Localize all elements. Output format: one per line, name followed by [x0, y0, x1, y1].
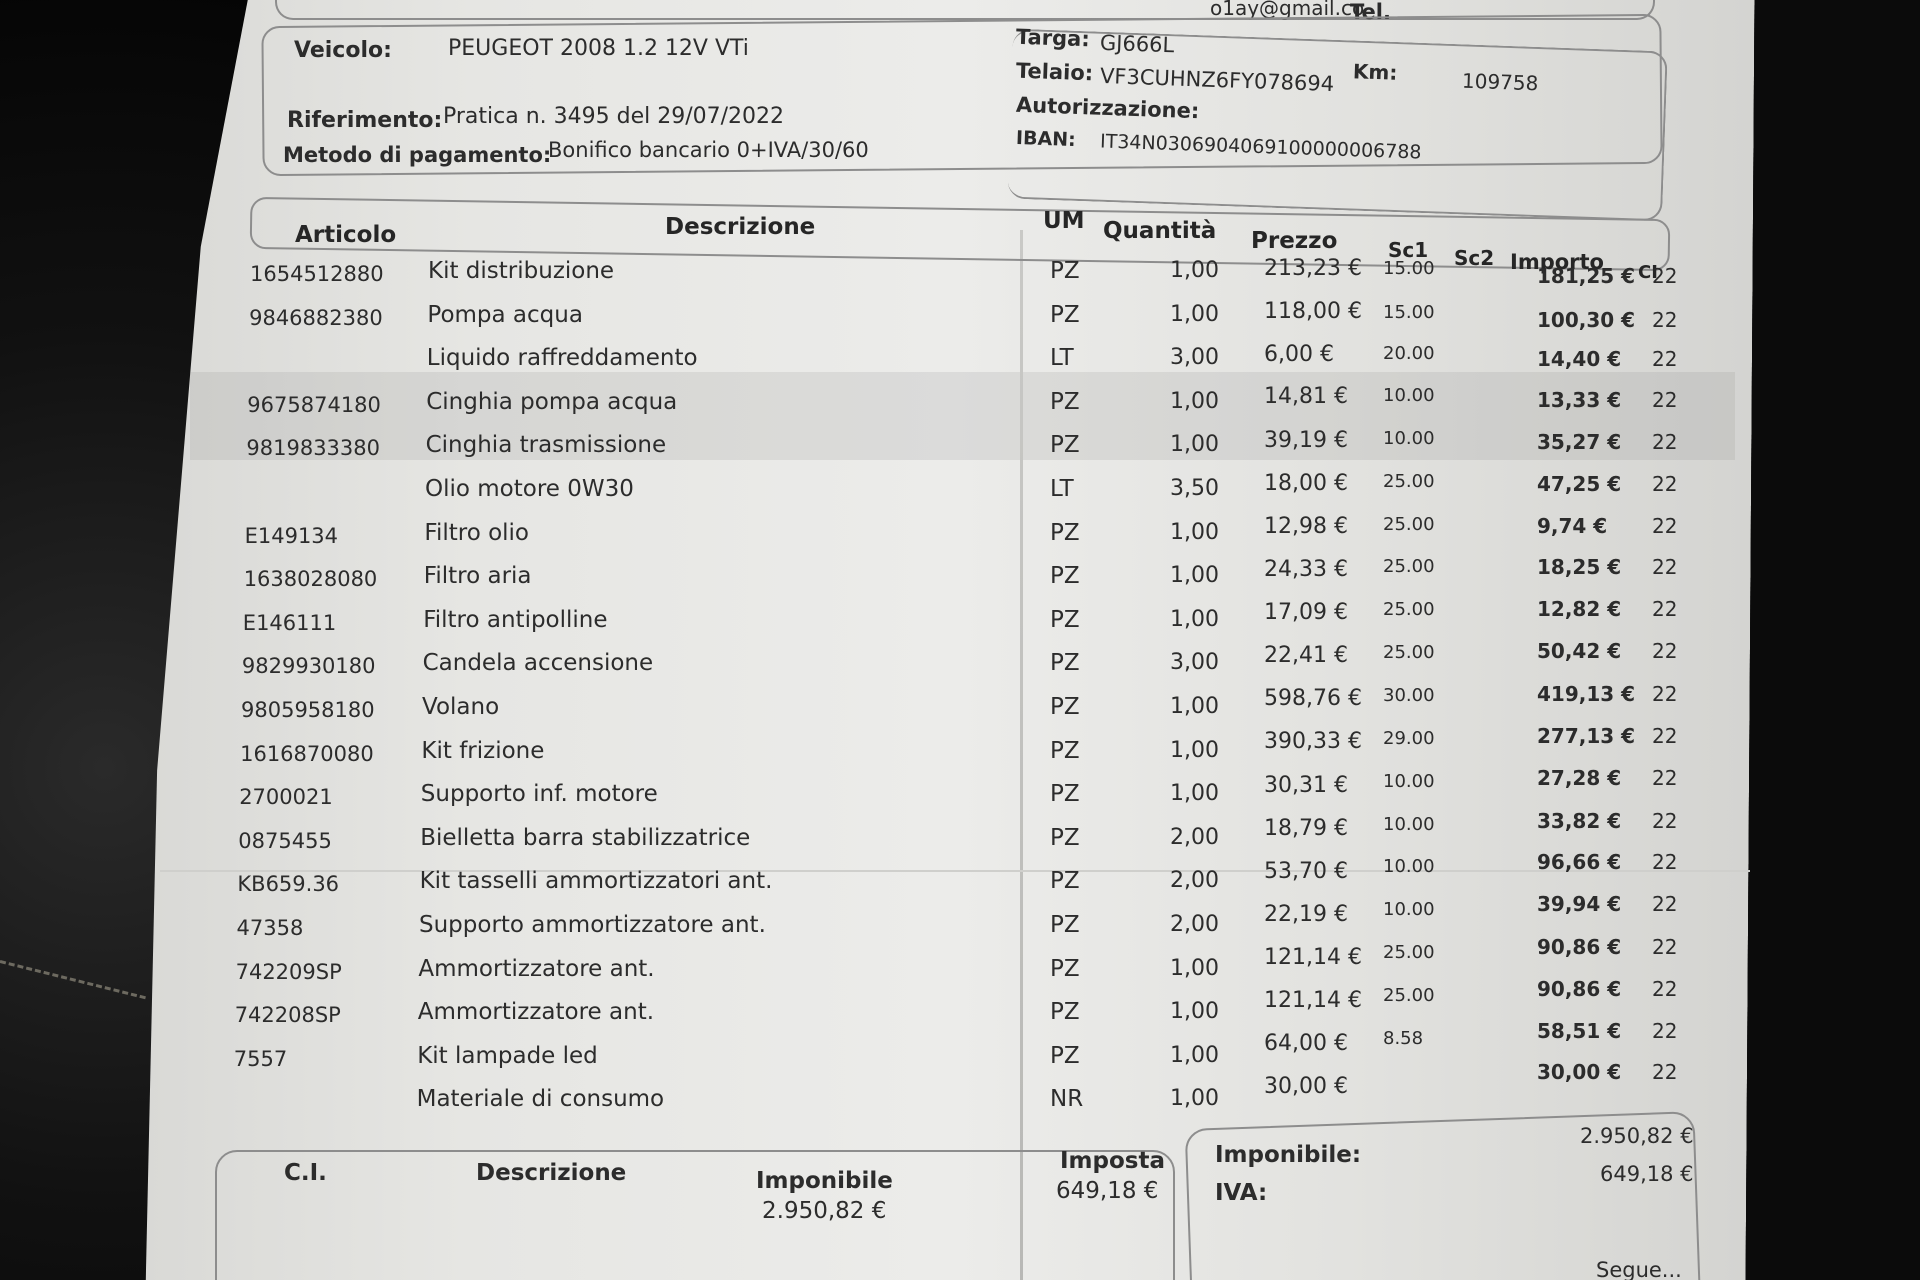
- cell-articolo: 742208SP: [234, 1003, 341, 1028]
- col-articolo: Articolo: [295, 222, 397, 248]
- cell-descrizione: Ammortizzatore ant.: [417, 999, 655, 1026]
- col-ci: CI: [1638, 262, 1658, 283]
- autorizzazione-label: Autorizzazione:: [1015, 92, 1200, 124]
- cell-descrizione: Olio motore 0W30: [425, 476, 634, 502]
- cell-sc1: 25.00: [1383, 985, 1435, 1007]
- cell-um: PZ: [1050, 1042, 1080, 1069]
- table-row: [0, 427, 1920, 472]
- cell-ci: 22: [1652, 808, 1678, 833]
- cell-importo: 14,40 €: [1537, 347, 1622, 372]
- cell-descrizione: Volano: [422, 694, 500, 720]
- cell-importo: 100,30 €: [1537, 307, 1636, 332]
- cell-articolo: 9829930180: [241, 654, 376, 679]
- cell-descrizione: Materiale di consumo: [416, 1086, 665, 1113]
- cell-ci: 22: [1652, 723, 1678, 748]
- col-descrizione: Descrizione: [665, 214, 816, 240]
- col-prezzo: Prezzo: [1251, 228, 1338, 254]
- cell-sc1: 15.00: [1383, 258, 1435, 279]
- cell-ci: 22: [1652, 387, 1678, 412]
- cell-descrizione: Kit lampade led: [417, 1042, 598, 1069]
- cell-ci: 22: [1652, 977, 1678, 1002]
- cell-sc1: 8.58: [1383, 1027, 1424, 1049]
- cell-prezzo: 6,00 €: [1264, 341, 1334, 367]
- table-row: [0, 596, 1920, 647]
- cell-importo: 39,94 €: [1537, 892, 1622, 916]
- cell-sc1: 10.00: [1383, 428, 1435, 450]
- cell-quantita: 2,00: [1170, 824, 1219, 850]
- cell-sc1: 10.00: [1383, 770, 1435, 792]
- table-row: [0, 555, 1920, 603]
- cell-um: PZ: [1050, 737, 1080, 764]
- cell-um: PZ: [1050, 912, 1080, 938]
- cell-prezzo: 30,31 €: [1264, 772, 1348, 798]
- summary-imponibile-label: Imponibile: [756, 1168, 893, 1194]
- table-row: [0, 977, 1920, 1039]
- cell-quantita: 1,00: [1170, 563, 1219, 589]
- cell-quantita: 1,00: [1170, 781, 1219, 807]
- cell-sc1: 30.00: [1383, 685, 1435, 706]
- totals-imponibile-value: 2.950,82 €: [1580, 1124, 1694, 1148]
- cell-articolo: E149134: [244, 523, 339, 548]
- cell-descrizione: Cinghia trasmissione: [425, 432, 667, 459]
- cell-um: PZ: [1050, 824, 1080, 851]
- cell-articolo: 9846882380: [249, 305, 383, 330]
- cell-prezzo: 213,23 €: [1264, 255, 1362, 281]
- cell-articolo: KB659.36: [237, 872, 340, 897]
- cell-importo: 50,42 €: [1537, 639, 1622, 664]
- cell-quantita: 1,00: [1170, 737, 1219, 763]
- col-sc2: Sc2: [1454, 246, 1495, 270]
- cell-quantita: 3,50: [1170, 476, 1219, 501]
- cell-um: LT: [1050, 345, 1074, 372]
- table-row: [0, 299, 1920, 342]
- table-row: [0, 1018, 1920, 1083]
- cell-descrizione: Filtro olio: [424, 519, 530, 546]
- totals-iva-value: 649,18 €: [1600, 1162, 1694, 1186]
- cell-ci: 22: [1652, 850, 1678, 875]
- cell-sc1: 10.00: [1383, 899, 1435, 920]
- cell-ci: 22: [1652, 934, 1678, 959]
- cell-prezzo: 121,14 €: [1264, 945, 1362, 971]
- cell-prezzo: 64,00 €: [1264, 1031, 1348, 1057]
- cell-descrizione: Pompa acqua: [427, 301, 583, 328]
- cell-quantita: 1,00: [1170, 1086, 1219, 1112]
- cell-descrizione: Kit tasselli ammortizzatori ant.: [419, 868, 773, 895]
- cell-importo: 90,86 €: [1537, 934, 1622, 959]
- cell-quantita: 1,00: [1170, 432, 1219, 458]
- cell-um: PZ: [1050, 301, 1080, 328]
- table-row: [0, 255, 1920, 298]
- vehicle-right-box: [1007, 29, 1668, 222]
- cell-quantita: 1,00: [1170, 606, 1219, 632]
- totals-iva-label: IVA:: [1215, 1180, 1268, 1206]
- iban-value: IT34N0306904069100000006788: [1099, 130, 1422, 164]
- cell-importo: 96,66 €: [1537, 850, 1622, 875]
- cell-prezzo: 598,76 €: [1264, 686, 1362, 712]
- cell-articolo: 0875455: [238, 828, 332, 853]
- cell-sc1: 25.00: [1383, 598, 1435, 620]
- tel-label: Tel.: [1350, 0, 1391, 24]
- cell-um: PZ: [1050, 999, 1080, 1026]
- cell-um: PZ: [1050, 650, 1080, 677]
- cell-importo: 33,82 €: [1537, 808, 1622, 833]
- iban-label: IBAN:: [1015, 126, 1077, 152]
- cell-importo: 47,25 €: [1537, 472, 1622, 496]
- cell-sc1: 29.00: [1383, 727, 1435, 749]
- cell-quantita: 1,00: [1170, 955, 1219, 981]
- cell-quantita: 1,00: [1170, 388, 1219, 414]
- cell-articolo: 47358: [236, 916, 304, 940]
- cell-prezzo: 18,79 €: [1264, 815, 1348, 841]
- cell-ci: 22: [1652, 892, 1678, 916]
- cell-sc1: 25.00: [1383, 513, 1435, 535]
- cell-prezzo: 12,98 €: [1264, 513, 1348, 539]
- cell-descrizione: Bielletta barra stabilizzatrice: [420, 824, 751, 851]
- summary-imponibile-value: 2.950,82 €: [762, 1198, 887, 1224]
- cell-descrizione: Ammortizzatore ant.: [418, 955, 655, 982]
- pagamento-value: Bonifico bancario 0+IVA/30/60: [548, 138, 869, 162]
- riferimento-label: Riferimento:: [287, 108, 443, 133]
- col-um: UM: [1043, 208, 1085, 234]
- cell-articolo: 9819833380: [246, 436, 380, 461]
- cell-um: PZ: [1050, 694, 1080, 720]
- cell-sc1: 25.00: [1383, 471, 1435, 492]
- cell-ci: 22: [1652, 472, 1678, 496]
- cell-ci: 22: [1652, 430, 1678, 455]
- cell-um: LT: [1050, 476, 1074, 502]
- cell-prezzo: 30,00 €: [1264, 1074, 1348, 1100]
- cell-articolo: 742209SP: [235, 959, 342, 984]
- cell-ci: 22: [1652, 307, 1678, 332]
- riferimento-value: Pratica n. 3495 del 29/07/2022: [443, 104, 785, 129]
- segue-text: Segue...: [1596, 1258, 1682, 1280]
- cell-descrizione: Liquido raffreddamento: [426, 345, 698, 372]
- cell-prezzo: 22,41 €: [1264, 642, 1348, 668]
- cell-importo: 58,51 €: [1537, 1018, 1622, 1043]
- cell-importo: 30,00 €: [1537, 1060, 1622, 1085]
- cell-prezzo: 17,09 €: [1264, 599, 1348, 625]
- cell-importo: 18,25 €: [1537, 555, 1622, 580]
- cell-descrizione: Kit frizione: [421, 737, 545, 764]
- cell-ci: 22: [1652, 347, 1678, 372]
- cell-sc1: 25.00: [1383, 942, 1435, 964]
- cell-prezzo: 22,19 €: [1264, 901, 1348, 927]
- cell-quantita: 1,00: [1170, 999, 1219, 1025]
- cell-importo: 35,27 €: [1537, 430, 1622, 455]
- cell-ci: 22: [1652, 264, 1678, 288]
- veicolo-label: Veicolo:: [294, 38, 392, 63]
- cell-um: PZ: [1050, 606, 1080, 633]
- cell-ci: 22: [1652, 596, 1678, 621]
- cell-quantita: 3,00: [1170, 345, 1219, 371]
- email-fragment: o1ay@gmail.co: [1210, 0, 1365, 20]
- totals-imponibile-label: Imponibile:: [1215, 1142, 1362, 1168]
- cell-importo: 277,13 €: [1537, 723, 1636, 748]
- cell-um: PZ: [1050, 388, 1080, 415]
- cell-um: PZ: [1050, 868, 1080, 895]
- vat-summary-box: [215, 1150, 1175, 1280]
- cell-quantita: 3,00: [1170, 650, 1219, 676]
- cell-importo: 27,28 €: [1537, 766, 1622, 791]
- cell-importo: 12,82 €: [1537, 596, 1622, 621]
- cell-ci: 22: [1652, 1018, 1678, 1043]
- cell-articolo: E146111: [242, 610, 337, 635]
- cell-importo: 90,86 €: [1537, 977, 1622, 1002]
- cell-prezzo: 53,70 €: [1264, 858, 1348, 884]
- cell-prezzo: 24,33 €: [1264, 556, 1348, 582]
- table-row: [0, 934, 1920, 996]
- cell-quantita: 1,00: [1170, 694, 1219, 719]
- cell-um: NR: [1050, 1086, 1084, 1113]
- cell-ci: 22: [1652, 766, 1678, 791]
- cell-um: PZ: [1050, 519, 1080, 546]
- table-row: [0, 850, 1920, 908]
- cell-ci: 22: [1652, 555, 1678, 580]
- cell-articolo: 1654512880: [250, 262, 384, 286]
- cell-um: PZ: [1050, 432, 1080, 459]
- cell-prezzo: 118,00 €: [1264, 299, 1362, 325]
- cell-sc1: 20.00: [1383, 343, 1435, 365]
- km-value: 109758: [1461, 68, 1539, 96]
- pagamento-label: Metodo di pagamento:: [283, 143, 552, 167]
- telaio-value: VF3CUHNZ6FY078694: [1099, 63, 1335, 97]
- cell-sc1: 25.00: [1383, 556, 1435, 578]
- cell-ci: 22: [1652, 639, 1678, 664]
- cell-quantita: 1,00: [1170, 258, 1219, 283]
- cell-prezzo: 390,33 €: [1264, 729, 1362, 755]
- cell-descrizione: Supporto ammortizzatore ant.: [419, 912, 766, 938]
- table-row: [0, 513, 1920, 560]
- cell-descrizione: Kit distribuzione: [428, 258, 615, 284]
- cell-articolo: 1616870080: [240, 741, 374, 766]
- summary-ci-label: C.I.: [284, 1160, 327, 1186]
- cell-prezzo: 39,19 €: [1264, 427, 1348, 453]
- targa-value: GJ666L: [1099, 30, 1175, 58]
- cell-sc1: 10.00: [1383, 813, 1435, 835]
- cell-sc1: 10.00: [1383, 385, 1435, 407]
- cell-prezzo: 121,14 €: [1264, 988, 1362, 1014]
- cell-prezzo: 14,81 €: [1264, 384, 1348, 410]
- cell-importo: 181,25 €: [1537, 264, 1636, 288]
- cell-descrizione: Filtro aria: [423, 563, 532, 590]
- table-row: [0, 384, 1920, 429]
- km-label: Km:: [1352, 59, 1398, 85]
- cell-articolo: 7557: [233, 1046, 288, 1071]
- table-row: [0, 892, 1920, 952]
- cell-sc1: 25.00: [1383, 641, 1435, 663]
- cell-prezzo: 18,00 €: [1264, 470, 1348, 496]
- col-sc1: Sc1: [1388, 238, 1429, 262]
- cell-um: PZ: [1050, 563, 1080, 590]
- table-row: [0, 808, 1920, 865]
- cell-importo: 13,33 €: [1537, 387, 1622, 412]
- cell-quantita: 1,00: [1170, 1042, 1219, 1068]
- cell-descrizione: Cinghia pompa acqua: [426, 388, 678, 415]
- cell-descrizione: Candela accensione: [422, 650, 654, 677]
- cell-articolo: 1638028080: [243, 567, 378, 592]
- cell-sc1: 10.00: [1383, 856, 1435, 878]
- cell-articolo: 9675874180: [247, 392, 381, 417]
- cell-descrizione: Supporto inf. motore: [420, 781, 658, 808]
- col-quantita: Quantità: [1103, 218, 1217, 244]
- cell-quantita: 1,00: [1170, 301, 1219, 327]
- cell-quantita: 2,00: [1170, 912, 1219, 937]
- telaio-label: Telaio:: [1015, 58, 1094, 86]
- cell-um: PZ: [1050, 781, 1080, 808]
- table-row: [0, 723, 1920, 778]
- cell-um: PZ: [1050, 955, 1080, 982]
- cell-ci: 22: [1652, 682, 1678, 706]
- col-importo: Importo: [1510, 250, 1604, 274]
- cell-importo: 9,74 €: [1537, 513, 1608, 538]
- summary-imposta-value: 649,18 €: [1056, 1178, 1159, 1204]
- cell-quantita: 1,00: [1170, 519, 1219, 545]
- summary-imposta-label: Imposta: [1060, 1148, 1165, 1174]
- cell-quantita: 2,00: [1170, 868, 1219, 894]
- cell-ci: 22: [1652, 1060, 1678, 1085]
- cell-ci: 22: [1652, 513, 1678, 538]
- cell-descrizione: Filtro antipolline: [423, 606, 608, 633]
- targa-label: Targa:: [1015, 24, 1091, 52]
- table-row: [0, 470, 1920, 516]
- cell-um: PZ: [1050, 258, 1080, 284]
- cell-articolo: 2700021: [239, 785, 333, 810]
- cell-importo: 419,13 €: [1537, 682, 1636, 706]
- cell-articolo: 9805958180: [241, 698, 375, 722]
- cell-sc1: 15.00: [1383, 301, 1435, 323]
- table-row: [0, 766, 1920, 821]
- table-row: [0, 341, 1920, 385]
- veicolo-value: PEUGEOT 2008 1.2 12V VTi: [448, 36, 749, 61]
- summary-descrizione-label: Descrizione: [476, 1160, 627, 1186]
